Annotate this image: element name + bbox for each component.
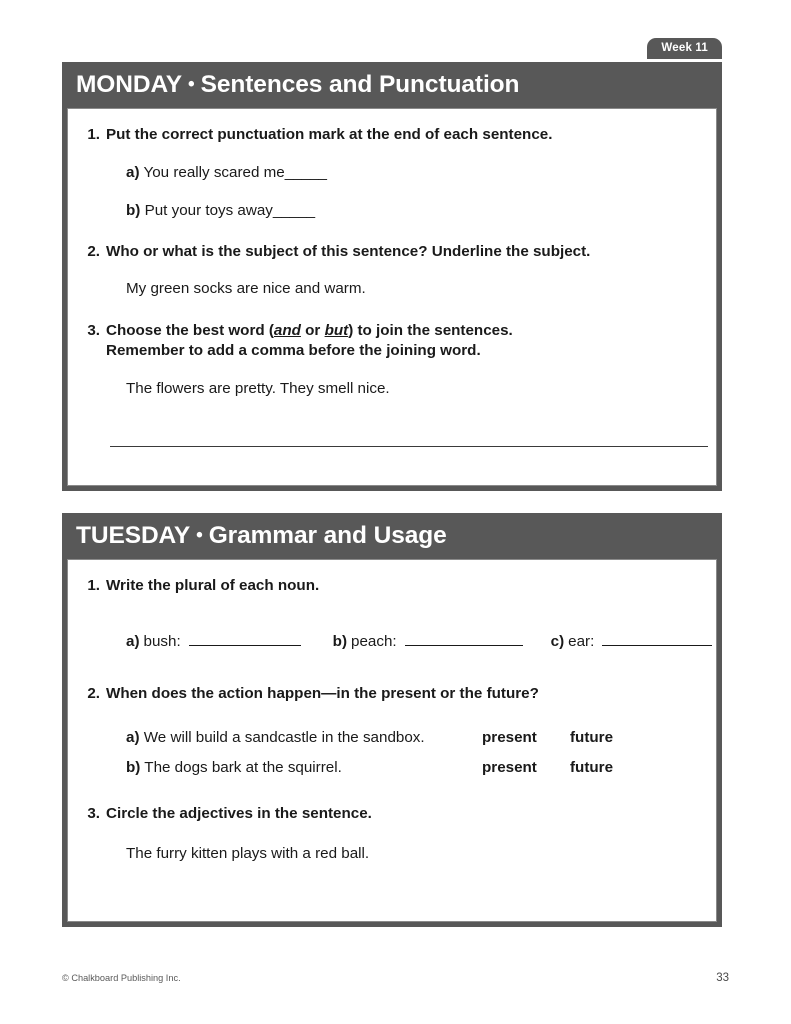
monday-question-1 — [84, 125, 700, 221]
tuesday-topic-label: Grammar and Usage — [208, 522, 447, 549]
tuesday-section — [62, 513, 722, 927]
monday-q1-item-a-label: a) — [126, 164, 140, 182]
monday-q2-number: 2. — [87, 243, 100, 261]
tuesday-q2-row-a-option-future[interactable]: future — [570, 728, 614, 746]
tuesday-q2-row-a — [84, 728, 700, 748]
monday-body-inner — [67, 108, 717, 486]
spacer — [523, 631, 551, 652]
tuesday-q1-item-b-label: b) — [332, 632, 348, 650]
spacer — [301, 631, 333, 652]
footer-copyright: © Chalkboard Publishing Inc. — [62, 973, 181, 983]
tuesday-q2-row-b-option-future[interactable]: future — [570, 758, 614, 776]
tuesday-q2-row-a-label: a) — [126, 728, 140, 746]
monday-topic-label: Sentences and Punctuation — [200, 71, 520, 98]
tuesday-q1-blanks-row — [84, 631, 700, 652]
tuesday-q1-prompt: Write the plural of each noun. — [106, 577, 320, 594]
tuesday-day-label: TUESDAY — [76, 522, 191, 549]
tuesday-q2-row-b-label: b) — [126, 758, 141, 776]
monday-q2-prompt: Who or what is the subject of this sentence? Underline the subject. — [106, 243, 591, 261]
monday-answer-line[interactable] — [110, 446, 708, 447]
tuesday-q1-item-a-label: a) — [126, 632, 140, 650]
monday-question-3 — [84, 321, 700, 399]
monday-section — [62, 42, 722, 491]
tuesday-question-1 — [84, 576, 700, 652]
tuesday-q2-row-a-sentence — [126, 728, 482, 748]
tuesday-q1-item-b-blank[interactable] — [405, 631, 523, 645]
monday-q3-sentence[interactable]: The flowers are pretty. They smell nice. — [126, 379, 390, 397]
tuesday-q2-row-b-sentence — [126, 758, 482, 778]
monday-header — [62, 62, 722, 108]
tuesday-q2-row-b-option-present[interactable]: present — [482, 758, 537, 776]
monday-q1-number: 1. — [87, 126, 100, 143]
monday-q3-number: 3. — [87, 321, 100, 339]
monday-q1-item-b-label: b) — [126, 201, 141, 219]
tuesday-q1-item-c-word: ear: — [568, 632, 595, 650]
monday-q1-item-a-text: You really scared me_____ — [143, 164, 327, 182]
bullet-separator-icon: • — [196, 525, 203, 546]
tuesday-header — [62, 513, 722, 559]
monday-header-title — [76, 71, 519, 99]
monday-q3-word-but: but — [324, 321, 349, 339]
page-footer — [62, 972, 729, 984]
monday-q3-prompt-part1: Choose the best word ( — [106, 321, 274, 339]
tuesday-q1-item-a[interactable] — [126, 631, 301, 652]
monday-q1-item-b[interactable] — [84, 201, 700, 221]
tuesday-question-2 — [84, 684, 700, 778]
tuesday-q2-row-b — [84, 758, 700, 778]
tuesday-q1-item-b-word: peach: — [351, 632, 397, 650]
tuesday-q2-row-a-text: We will build a sandcastle in the sandbox. — [143, 728, 425, 746]
tuesday-q1-number: 1. — [87, 577, 100, 594]
monday-day-label: MONDAY — [76, 71, 183, 98]
tuesday-q1-item-c-label: c) — [550, 632, 565, 650]
tuesday-q1-item-a-blank[interactable] — [189, 631, 301, 645]
tuesday-q3-sentence[interactable]: The furry kitten plays with a red ball. — [126, 844, 370, 862]
monday-q1-item-a[interactable] — [84, 163, 700, 183]
tuesday-q1-item-c-blank[interactable] — [602, 631, 712, 645]
bullet-separator-icon: • — [188, 74, 195, 95]
tuesday-q2-prompt: When does the action happen—in the present or the future? — [106, 685, 539, 703]
monday-q3-prompt-or: or — [300, 321, 325, 339]
tuesday-q2-row-a-option-present[interactable]: present — [482, 728, 537, 746]
tuesday-q3-number: 3. — [87, 805, 100, 823]
tuesday-body-inner — [67, 559, 717, 922]
monday-q2-sentence[interactable]: My green socks are nice and warm. — [126, 280, 366, 298]
monday-q3-prompt-line2: Remember to add a comma before the joining word. — [106, 342, 481, 360]
tuesday-body — [62, 559, 722, 927]
monday-q3-word-and: and — [273, 321, 301, 339]
tuesday-header-title — [76, 522, 447, 550]
week-badge: Week 11 — [647, 38, 722, 59]
tuesday-q1-item-b[interactable] — [333, 631, 523, 652]
tuesday-q1-item-c[interactable] — [551, 631, 713, 652]
monday-body — [62, 108, 722, 491]
monday-q3-prompt-part2: ) to join the sentences. — [348, 321, 513, 339]
tuesday-question-3 — [84, 804, 700, 864]
monday-q1-prompt: Put the correct punctuation mark at the end of each sentence. — [106, 126, 553, 143]
monday-q3-prompt — [106, 321, 700, 362]
tuesday-q2-row-b-text: The dogs bark at the squirrel. — [144, 758, 342, 776]
tuesday-q2-number: 2. — [87, 685, 100, 703]
monday-q1-item-b-text: Put your toys away_____ — [144, 201, 316, 219]
tuesday-q3-prompt: Circle the adjectives in the sentence. — [106, 805, 372, 823]
tuesday-q1-item-a-word: bush: — [143, 632, 181, 650]
footer-page-number: 33 — [716, 972, 729, 984]
monday-question-2 — [84, 242, 700, 300]
